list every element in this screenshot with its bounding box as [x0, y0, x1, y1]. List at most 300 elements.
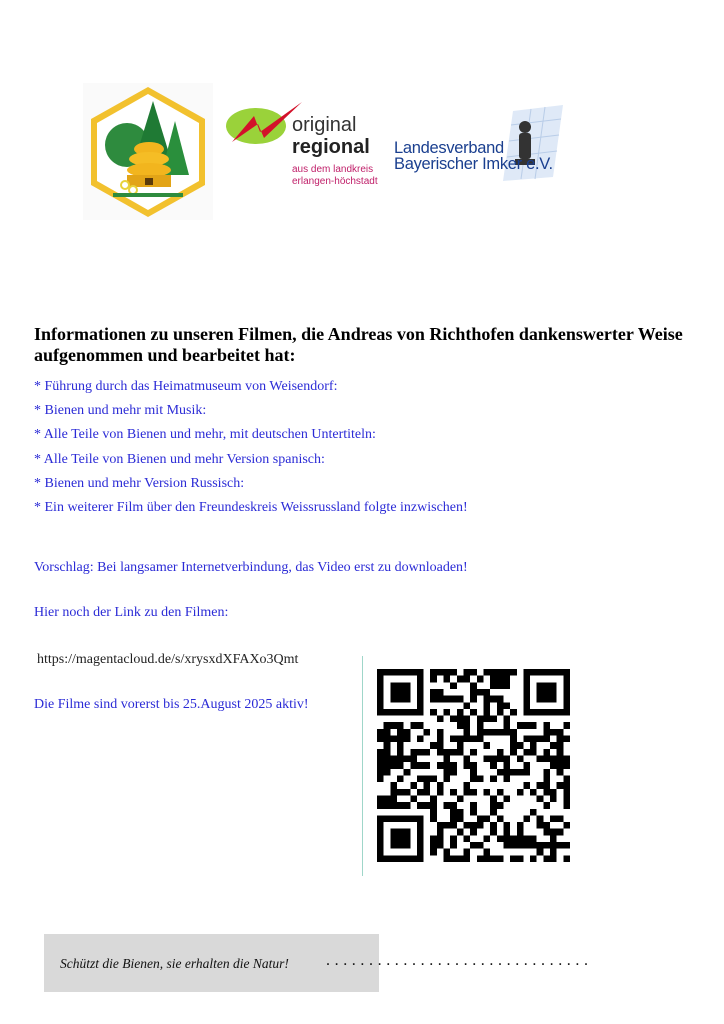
qr-module: [497, 789, 504, 796]
qr-module: [457, 709, 464, 716]
qr-module: [497, 769, 504, 776]
qr-module: [457, 855, 464, 862]
original-regional-text: [292, 114, 378, 188]
qr-module: [503, 769, 510, 776]
qr-module: [523, 736, 530, 743]
qr-module: [384, 756, 391, 763]
qr-module: [377, 769, 384, 776]
qr-module: [470, 762, 477, 769]
qr-module: [503, 722, 510, 729]
qr-module: [470, 689, 477, 696]
qr-module: [477, 842, 484, 849]
original-regional-subline-2: erlangen-höchstadt: [292, 176, 378, 187]
qr-module: [390, 802, 397, 809]
qr-module: [430, 775, 437, 782]
qr-module: [503, 775, 510, 782]
qr-module: [390, 709, 397, 716]
qr-module: [550, 855, 557, 862]
qr-module: [523, 722, 530, 729]
qr-module: [404, 689, 411, 696]
qr-module: [523, 815, 530, 822]
qr-module: [537, 822, 544, 829]
qr-module: [457, 722, 464, 729]
qr-module: [490, 669, 497, 676]
qr-module: [377, 835, 384, 842]
qr-module: [523, 682, 530, 689]
qr-module: [490, 682, 497, 689]
qr-module: [477, 676, 484, 683]
qr-module: [543, 669, 550, 676]
qr-module: [377, 756, 384, 763]
qr-module: [464, 782, 471, 789]
qr-module: [417, 855, 424, 862]
qr-module: [444, 802, 451, 809]
qr-module: [464, 855, 471, 862]
qr-module: [450, 762, 457, 769]
qr-module: [557, 709, 564, 716]
qr-module: [390, 789, 397, 796]
qr-module: [377, 682, 384, 689]
qr-module: [417, 842, 424, 849]
qr-module: [563, 842, 570, 849]
qr-module: [483, 716, 490, 723]
qr-module: [543, 829, 550, 836]
qr-module: [464, 736, 471, 743]
qr-module: [523, 696, 530, 703]
qr-module: [437, 689, 444, 696]
qr-module: [397, 722, 404, 729]
qr-module: [517, 789, 524, 796]
qr-module: [523, 749, 530, 756]
qr-module: [450, 842, 457, 849]
qr-module: [497, 682, 504, 689]
qr-module: [550, 815, 557, 822]
qr-module: [377, 676, 384, 683]
qr-module: [417, 676, 424, 683]
qr-module: [550, 756, 557, 763]
qr-module: [490, 775, 497, 782]
qr-module: [377, 736, 384, 743]
qr-module: [503, 729, 510, 736]
qr-module: [377, 729, 384, 736]
qr-module: [543, 789, 550, 796]
qr-module: [397, 855, 404, 862]
qr-module: [450, 822, 457, 829]
qr-module: [437, 749, 444, 756]
qr-module: [470, 696, 477, 703]
qr-module: [404, 769, 411, 776]
qr-module: [470, 775, 477, 782]
qr-module: [470, 709, 477, 716]
qr-module: [397, 729, 404, 736]
qr-module: [490, 809, 497, 816]
qr-module: [563, 775, 570, 782]
qr-module: [377, 855, 384, 862]
qr-module: [437, 789, 444, 796]
qr-module: [430, 689, 437, 696]
qr-module: [517, 822, 524, 829]
qr-module: [543, 782, 550, 789]
original-regional-subline-1: aus dem landkreis: [292, 164, 374, 175]
qr-module: [390, 795, 397, 802]
qr-module: [503, 702, 510, 709]
qr-module: [477, 822, 484, 829]
qr-module: [470, 669, 477, 676]
qr-module: [457, 795, 464, 802]
qr-module: [417, 749, 424, 756]
qr-module: [563, 682, 570, 689]
qr-module: [497, 702, 504, 709]
qr-module: [557, 842, 564, 849]
qr-module: [457, 815, 464, 822]
qr-module: [384, 709, 391, 716]
qr-module: [563, 736, 570, 743]
qr-module: [417, 696, 424, 703]
qr-module: [550, 762, 557, 769]
qr-module: [503, 835, 510, 842]
qr-module: [377, 709, 384, 716]
qr-module: [390, 829, 397, 836]
qr-module: [563, 689, 570, 696]
qr-module: [397, 742, 404, 749]
divider-line: [362, 656, 363, 876]
qr-module: [437, 822, 444, 829]
qr-module: [470, 829, 477, 836]
qr-module: [477, 736, 484, 743]
qr-module: [384, 815, 391, 822]
qr-module: [477, 775, 484, 782]
qr-module: [377, 802, 384, 809]
regional-label: regional: [292, 136, 370, 158]
qr-module: [503, 795, 510, 802]
qr-module: [410, 669, 417, 676]
qr-module: [430, 802, 437, 809]
qr-module: [410, 815, 417, 822]
qr-module: [430, 809, 437, 816]
qr-module: [503, 829, 510, 836]
qr-module: [490, 696, 497, 703]
qr-module: [490, 795, 497, 802]
qr-module: [557, 729, 564, 736]
qr-module: [490, 716, 497, 723]
qr-module: [384, 769, 391, 776]
qr-module: [537, 669, 544, 676]
qr-module: [417, 802, 424, 809]
qr-module: [477, 855, 484, 862]
qr-module: [563, 676, 570, 683]
qr-module: [523, 676, 530, 683]
qr-module: [563, 756, 570, 763]
qr-module: [410, 749, 417, 756]
qr-module: [417, 789, 424, 796]
qr-module: [404, 842, 411, 849]
qr-module: [470, 802, 477, 809]
qr-module: [497, 835, 504, 842]
qr-module: [464, 835, 471, 842]
film-link[interactable]: https://magentacloud.de/s/xrysxdXFAXo3Qmt: [37, 652, 299, 667]
qr-module: [557, 762, 564, 769]
qr-module: [377, 669, 384, 676]
availability-note: Die Filme sind vorerst bis 25.August 2025 aktiv!: [34, 697, 309, 712]
qr-module: [457, 696, 464, 703]
qr-module: [404, 835, 411, 842]
qr-module: [417, 822, 424, 829]
qr-module: [550, 682, 557, 689]
qr-module: [417, 722, 424, 729]
qr-module: [510, 729, 517, 736]
qr-module: [417, 829, 424, 836]
qr-module: [490, 729, 497, 736]
qr-module: [523, 762, 530, 769]
qr-module: [537, 689, 544, 696]
qr-module: [424, 789, 431, 796]
qr-module: [550, 842, 557, 849]
qr-module: [437, 762, 444, 769]
qr-module: [477, 716, 484, 723]
qr-module: [563, 696, 570, 703]
qr-module: [424, 762, 431, 769]
qr-module: [523, 842, 530, 849]
qr-module: [490, 829, 497, 836]
qr-module: [483, 702, 490, 709]
qr-module: [470, 809, 477, 816]
qr-module: [537, 815, 544, 822]
qr-module: [503, 716, 510, 723]
qr-module: [563, 795, 570, 802]
qr-module: [404, 669, 411, 676]
film-list-item: * Bienen und mehr mit Musik:: [34, 403, 207, 419]
qr-module: [550, 835, 557, 842]
qr-module: [517, 842, 524, 849]
qr-module: [523, 709, 530, 716]
qr-module: [490, 676, 497, 683]
qr-module: [523, 782, 530, 789]
qr-module: [464, 822, 471, 829]
qr-module: [543, 769, 550, 776]
qr-module: [424, 782, 431, 789]
qr-module: [444, 855, 451, 862]
qr-module: [450, 835, 457, 842]
qr-module: [477, 689, 484, 696]
qr-module: [537, 682, 544, 689]
qr-module: [397, 815, 404, 822]
qr-module: [450, 696, 457, 703]
qr-module: [417, 815, 424, 822]
qr-module: [450, 855, 457, 862]
qr-module: [550, 729, 557, 736]
qr-module: [557, 756, 564, 763]
qr-module: [563, 802, 570, 809]
qr-module: [523, 689, 530, 696]
qr-module: [410, 762, 417, 769]
qr-module: [397, 736, 404, 743]
qr-module: [410, 782, 417, 789]
qr-module: [497, 855, 504, 862]
qr-module: [390, 736, 397, 743]
qr-module: [390, 815, 397, 822]
qr-module: [537, 709, 544, 716]
qr-module: [457, 742, 464, 749]
qr-module: [477, 729, 484, 736]
qr-module: [470, 769, 477, 776]
qr-module: [550, 742, 557, 749]
qr-module: [470, 736, 477, 743]
qr-module: [410, 795, 417, 802]
qr-module: [497, 729, 504, 736]
qr-module: [510, 769, 517, 776]
qr-module: [483, 669, 490, 676]
qr-module: [377, 689, 384, 696]
qr-module: [397, 835, 404, 842]
qr-module: [397, 762, 404, 769]
qr-module: [377, 749, 384, 756]
qr-module: [450, 769, 457, 776]
qr-module: [464, 702, 471, 709]
qr-module: [523, 702, 530, 709]
qr-module: [397, 696, 404, 703]
qr-module: [457, 749, 464, 756]
qr-module: [384, 795, 391, 802]
qr-module: [530, 709, 537, 716]
qr-module: [384, 736, 391, 743]
qr-module: [470, 789, 477, 796]
qr-module: [424, 729, 431, 736]
qr-module: [537, 696, 544, 703]
qr-module: [397, 802, 404, 809]
qr-module: [450, 809, 457, 816]
qr-module: [497, 676, 504, 683]
qr-module: [390, 782, 397, 789]
qr-code[interactable]: [377, 669, 570, 862]
qr-module: [464, 849, 471, 856]
qr-module: [417, 736, 424, 743]
film-list-item: * Bienen und mehr Version Russisch:: [34, 475, 245, 491]
qr-module: [537, 795, 544, 802]
qr-module: [557, 736, 564, 743]
qr-module: [483, 849, 490, 856]
qr-module: [557, 815, 564, 822]
qr-module: [490, 762, 497, 769]
qr-module: [377, 842, 384, 849]
beekeeper-club-logo: [83, 83, 213, 220]
qr-module: [464, 762, 471, 769]
qr-module: [384, 802, 391, 809]
qr-module: [410, 855, 417, 862]
qr-module: [543, 736, 550, 743]
qr-module: [444, 696, 451, 703]
qr-module: [397, 749, 404, 756]
qr-module: [404, 802, 411, 809]
qr-module: [550, 789, 557, 796]
qr-module: [390, 855, 397, 862]
page-heading: Informationen zu unseren Filmen, die Andreas von Richthofen dankenswerter Weise aufgenommen und bearbeitet hat:: [34, 324, 683, 365]
qr-module: [437, 782, 444, 789]
qr-module: [450, 815, 457, 822]
qr-module: [437, 736, 444, 743]
qr-module: [417, 669, 424, 676]
qr-module: [390, 669, 397, 676]
qr-module: [477, 722, 484, 729]
qr-module: [543, 689, 550, 696]
qr-module: [397, 842, 404, 849]
qr-module: [563, 702, 570, 709]
qr-module: [530, 809, 537, 816]
qr-module: [457, 676, 464, 683]
qr-module: [464, 756, 471, 763]
qr-module: [530, 722, 537, 729]
qr-module: [530, 789, 537, 796]
qr-module: [404, 736, 411, 743]
qr-module: [503, 822, 510, 829]
qr-module: [430, 676, 437, 683]
qr-module: [437, 729, 444, 736]
qr-module: [470, 682, 477, 689]
qr-module: [497, 756, 504, 763]
qr-module: [510, 835, 517, 842]
qr-module: [417, 775, 424, 782]
qr-module: [464, 716, 471, 723]
qr-module: [543, 842, 550, 849]
qr-module: [410, 756, 417, 763]
qr-module: [377, 762, 384, 769]
qr-module: [477, 815, 484, 822]
qr-module: [384, 762, 391, 769]
qr-module: [384, 729, 391, 736]
qr-module: [497, 709, 504, 716]
qr-module: [444, 669, 451, 676]
qr-module: [404, 855, 411, 862]
qr-module: [537, 736, 544, 743]
qr-module: [444, 769, 451, 776]
qr-module: [464, 789, 471, 796]
qr-module: [503, 756, 510, 763]
qr-module: [430, 849, 437, 856]
qr-module: [517, 835, 524, 842]
qr-module: [563, 855, 570, 862]
qr-module: [517, 742, 524, 749]
qr-module: [464, 669, 471, 676]
qr-module: [377, 849, 384, 856]
qr-module: [517, 855, 524, 862]
qr-module: [377, 815, 384, 822]
qr-module: [503, 669, 510, 676]
qr-module: [417, 689, 424, 696]
qr-module: [450, 682, 457, 689]
qr-module: [483, 756, 490, 763]
qr-module: [464, 676, 471, 683]
qr-module: [444, 849, 451, 856]
qr-module: [397, 756, 404, 763]
qr-module: [517, 829, 524, 836]
footer-slogan: Schützt die Bienen, sie erhalten die Natur!: [60, 956, 289, 971]
qr-module: [497, 696, 504, 703]
qr-module: [550, 829, 557, 836]
link-intro: Hier noch der Link zu den Filmen:: [34, 605, 229, 620]
qr-module: [563, 782, 570, 789]
film-list-item: * Ein weiterer Film über den Freundeskreis Weissrussland folgte inzwischen!: [34, 500, 468, 516]
qr-module: [404, 789, 411, 796]
qr-module: [437, 842, 444, 849]
qr-module: [530, 669, 537, 676]
film-list-item: * Führung durch das Heimatmuseum von Weisendorf:: [34, 379, 338, 394]
landesverband-line-1: Landesverband: [394, 139, 504, 157]
qr-module: [430, 815, 437, 822]
qr-module: [404, 682, 411, 689]
qr-module: [503, 682, 510, 689]
qr-module: [517, 756, 524, 763]
qr-module: [404, 729, 411, 736]
qr-module: [417, 762, 424, 769]
